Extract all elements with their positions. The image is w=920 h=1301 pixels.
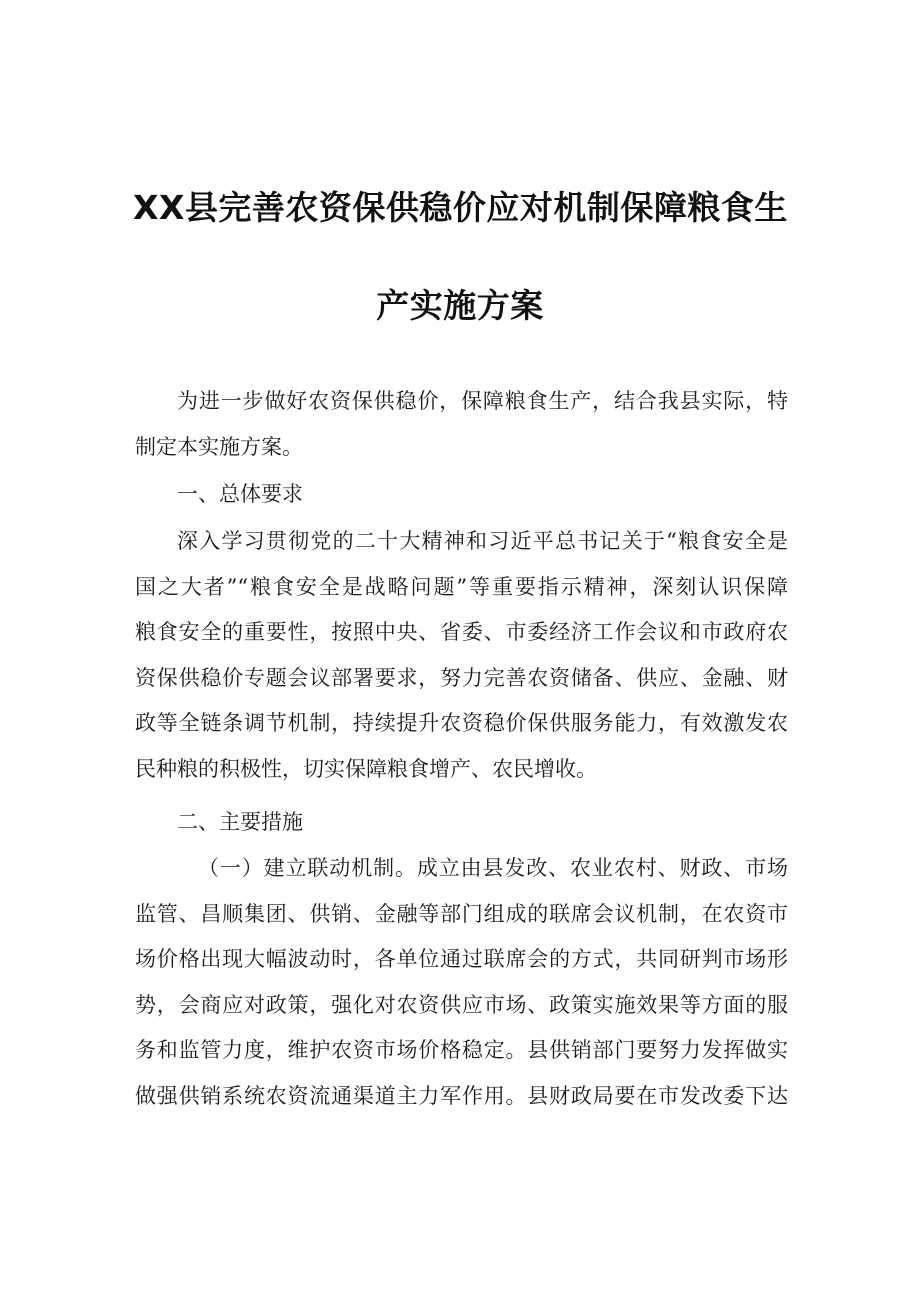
section-2-paragraph [135,846,788,1119]
section-2-line-3: 场价格出现大幅波动时，各单位通过联席会的方式，共同研判市场形 [135,947,788,971]
section-2-line-6: 做强供销系统农资流通渠道主力军作用。县财政局要在市发改委下达 [135,1083,788,1108]
document-title-line-1: XX县完善农资保供稳价应对机制保障粮食生 [133,188,788,227]
section-2-line-5: 务和监管力度，维护农资市场价格稳定。县供销部门要努力发挥做实 [135,1038,788,1062]
section-1-line-1: 深入学习贯彻党的二十大精神和习近平总书记关于“粮食安全是 [177,529,788,553]
section-1-heading: 一、总体要求 [177,482,303,506]
section-2-line-2: 监管、昌顺集团、供销、金融等部门组成的联席会议机制，在农资市 [135,901,788,926]
section-1-line-3: 粮食安全的重要性，按照中央、省委、市委经济工作会议和市政府农 [135,620,788,644]
document-title-line-2: 产实施方案 [376,286,544,325]
section-1-line-2: 国之大者”“粮食安全是战略问题”等重要指示精神，深刻认识保障 [135,574,788,599]
section-1-paragraph [135,519,788,792]
section-2-line-1: （一）建立联动机制。成立由县发改、农业农村、财政、市场 [198,856,788,880]
section-1-line-5: 政等全链条调节机制，持续提升农资稳价保供服务能力，有效激发农 [135,711,788,735]
intro-line-1: 为进一步做好农资保供稳价，保障粮食生产，结合我县实际，特 [177,389,788,413]
section-2-heading: 二、主要措施 [177,810,303,834]
intro-line-2: 制定本实施方案。 [135,434,303,459]
section-1-line-4: 资保供稳价专题会议部署要求，努力完善农资储备、供应、金融、财 [135,665,788,690]
section-2-line-4: 势，会商应对政策，强化对农资供应市场、政策实施效果等方面的服 [135,992,788,1017]
intro-paragraph [135,379,788,470]
section-1-line-6: 民种粮的积极性，切实保障粮食增产、农民增收。 [135,756,597,781]
